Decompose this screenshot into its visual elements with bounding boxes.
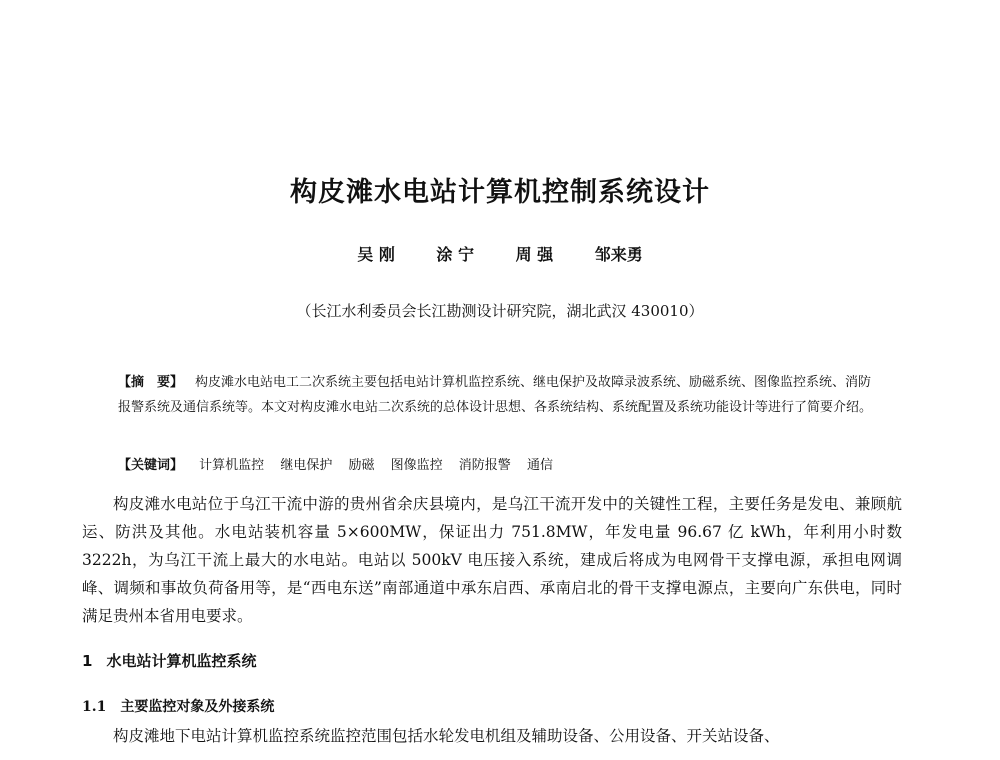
keyword: 计算机监控 [199, 458, 265, 473]
section-title: 水电站计算机监控系统 [106, 652, 257, 670]
affiliation: （长江水利委员会长江勘测设计研究院，湖北武汉 430010） [296, 302, 704, 320]
subsection-heading [82, 696, 274, 716]
keywords [118, 453, 878, 478]
author-list [0, 242, 1000, 265]
keyword: 励磁 [348, 458, 375, 473]
keywords-label: 【关键词】 [118, 458, 184, 473]
keyword: 图像监控 [390, 458, 443, 473]
abstract [118, 370, 878, 420]
subsection-title: 主要监控对象及外接系统 [120, 699, 275, 715]
section-heading [82, 650, 256, 671]
keyword: 继电保护 [280, 458, 333, 473]
subsection-number: 1.1 [82, 699, 107, 715]
author: 涂 宁 [436, 245, 474, 264]
abstract-text: 构皮滩水电站电工二次系统主要包括电站计算机监控系统、继电保护及故障录波系统、励磁系统、图像监控系统、消防报警系统及通信系统等。本文对构皮滩水电站二次系统的总体设计思想、各系统结构、系统配置及系统功能设计等进行了简要介绍。 [118, 375, 873, 415]
author: 邹来勇 [594, 245, 643, 264]
paper-title: 构皮滩水电站计算机控制系统设计 [290, 177, 710, 208]
section-number: 1 [82, 652, 93, 670]
keyword: 通信 [526, 458, 553, 473]
author: 周 强 [515, 245, 554, 264]
intro-paragraph: 构皮滩水电站位于乌江干流中游的贵州省余庆县境内，是乌江干流开发中的关键性工程，主要任务是发电、兼顾航运、防洪及其他。水电站装机容量 5×600MW，保证出力 751.8MW，年发电量 96.67 亿 kWh，年利用小时数 3222h，为乌江干流上最大的水电站。电站以 500kV 电压接入系统，建成后将成为电网骨干支撑电源，承担电网调峰、调频和事故负荷备用等，是“西电东送”南部通道中承东启西、承南启北的骨干支撑电源点，主要向广东供电，同时满足贵州本省用电要求。 [82, 495, 902, 625]
subsection-paragraph: 构皮滩地下电站计算机监控系统监控范围包括水轮发电机组及辅助设备、公用设备、开关站设备、 [113, 727, 780, 745]
keyword: 消防报警 [458, 458, 511, 473]
abstract-label: 【摘 要】 [118, 375, 184, 390]
author: 吴 刚 [357, 245, 395, 264]
